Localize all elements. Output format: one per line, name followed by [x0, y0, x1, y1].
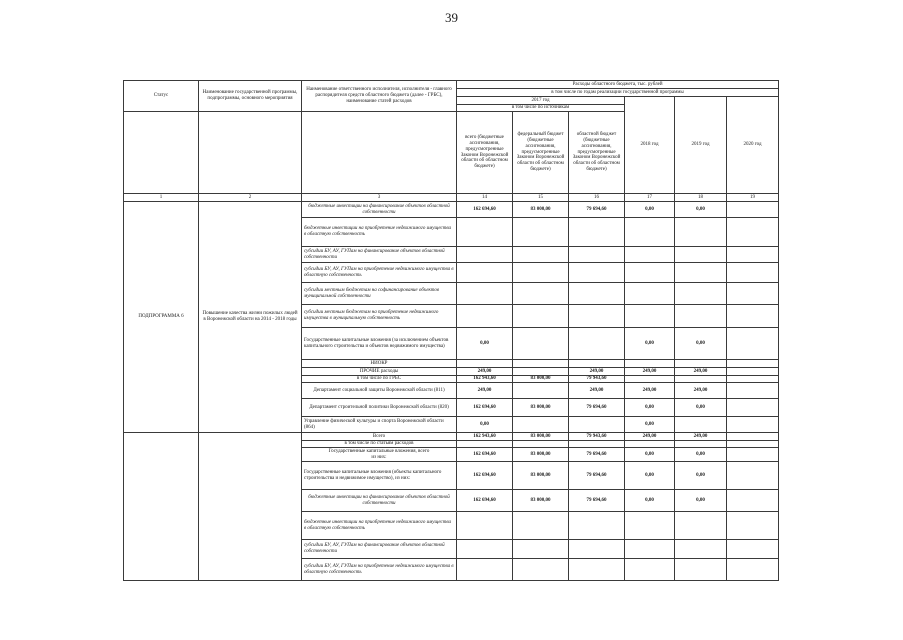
cell-federal [513, 247, 569, 263]
cell-2020 [727, 512, 779, 540]
cell-total: 162 694,60 [457, 490, 513, 512]
cell-2018: 0,00 [625, 462, 675, 490]
row-label: субсидии БУ, АУ, ГУПам на финансирование объектов областной собственности [302, 247, 457, 263]
cell-regional: 249,00 [569, 383, 625, 399]
cell-2018 [625, 218, 675, 247]
cell-total [457, 218, 513, 247]
row-label: Государственные капитальные вложения (за исключением объектов капитального строительства и объектов недвижимого имущества) [302, 328, 457, 360]
cell-2018: 0,00 [625, 202, 675, 218]
cell-regional: 79 694,60 [569, 448, 625, 462]
cell-2020 [727, 448, 779, 462]
cell-2020 [727, 202, 779, 218]
cell-2019 [675, 417, 727, 433]
header-executor-name: Наименование ответственного исполнителя, исполнителя - главного распорядителя средств областного бюджета (далее - ГРБС), наименование статей расходов [302, 81, 457, 112]
row-label: ПРОЧИЕ расходы [302, 368, 457, 376]
cell-2018 [625, 283, 675, 305]
cell-total [457, 512, 513, 540]
cell-total: 249,00 [457, 368, 513, 376]
cell-2018 [625, 360, 675, 368]
row-label: субсидии местным бюджетам на софинансирование объектов муниципальной собственности [302, 283, 457, 305]
cell-regional: 79 694,60 [569, 399, 625, 417]
cell-2019 [675, 283, 727, 305]
cell-federal [513, 383, 569, 399]
row-label: Департамент социальной защиты Воронежской области (811) [302, 383, 457, 399]
cell-2018 [625, 512, 675, 540]
cell-2018: 0,00 [625, 399, 675, 417]
cell-2018: 0,00 [625, 490, 675, 512]
cell-2019 [675, 441, 727, 448]
cell-regional: 249,00 [569, 368, 625, 376]
header-2019: 2019 год [675, 97, 727, 194]
cell-regional [569, 441, 625, 448]
cell-2020 [727, 433, 779, 441]
row-label: бюджетные инвестиции на финансирование объектов областной собственности [302, 202, 457, 218]
cell-regional [569, 540, 625, 559]
colnum: 19 [727, 194, 779, 202]
header-col-total: всего (бюджетные ассигнования, предусмотренные Законом Воронежской области об областном бюджете) [457, 112, 513, 194]
cell-total: 162 694,60 [457, 202, 513, 218]
cell-total [457, 559, 513, 581]
cell-2019 [675, 376, 727, 383]
cell-federal: 83 000,00 [513, 448, 569, 462]
cell-2020 [727, 462, 779, 490]
header-col-federal: федеральный бюджет (бюджетные ассигнования, предусмотренные Законом Воронежской области об областном бюджете) [513, 112, 569, 194]
cell-2019: 0,00 [675, 328, 727, 360]
row-label: субсидии БУ, АУ, ГУПам на приобретение недвижимого имущества в областную собственность [302, 559, 457, 581]
cell-2019: 249,00 [675, 383, 727, 399]
cell-federal [513, 263, 569, 283]
cell-2020 [727, 263, 779, 283]
table-row [124, 433, 779, 441]
row-label: Управление физической культуры и спорта Воронежской области (864) [302, 417, 457, 433]
section-program-name: Повышение качества жизни пожилых людей в Воронежской области на 2014 - 2018 годы [199, 202, 302, 433]
cell-2018 [625, 441, 675, 448]
cell-regional [569, 417, 625, 433]
cell-federal: 83 000,00 [513, 462, 569, 490]
cell-2019: 0,00 [675, 448, 727, 462]
cell-regional [569, 263, 625, 283]
cell-2020 [727, 360, 779, 368]
cell-2019 [675, 559, 727, 581]
cell-federal: 83 000,00 [513, 376, 569, 383]
row-label [302, 448, 457, 462]
cell-federal [513, 305, 569, 328]
row-label-text: Государственные капитальные вложения, всего [328, 448, 430, 454]
header-2020: 2020 год [727, 97, 779, 194]
cell-federal [513, 328, 569, 360]
cell-federal [513, 360, 569, 368]
cell-total [457, 305, 513, 328]
cell-2019: 0,00 [675, 399, 727, 417]
colnum: 14 [457, 194, 513, 202]
cell-total [457, 540, 513, 559]
cell-2020 [727, 417, 779, 433]
cell-2018 [625, 305, 675, 328]
cell-2019 [675, 305, 727, 328]
cell-2020 [727, 218, 779, 247]
cell-federal [513, 368, 569, 376]
colnum: 17 [625, 194, 675, 202]
cell-federal [513, 417, 569, 433]
cell-federal [513, 218, 569, 247]
cell-regional: 79 694,60 [569, 490, 625, 512]
colnum: 2 [199, 194, 302, 202]
row-label: Государственные капитальные вложения (объекты капитального строительства и недвижимое имущество), из них: [302, 462, 457, 490]
cell-2018: 0,00 [625, 417, 675, 433]
header-including: в том числе по источникам [457, 105, 625, 112]
cell-regional [569, 360, 625, 368]
cell-2019: 249,00 [675, 368, 727, 376]
cell-2019 [675, 540, 727, 559]
cell-regional [569, 305, 625, 328]
row-label: субсидии БУ, АУ, ГУПам на приобретение недвижимого имущества в областную собственность [302, 263, 457, 283]
budget-table [123, 80, 779, 581]
cell-2018 [625, 559, 675, 581]
row-label: субсидии БУ, АУ, ГУПам на финансирование объектов областной собственности [302, 540, 457, 559]
cell-federal: 83 000,00 [513, 490, 569, 512]
cell-2019 [675, 263, 727, 283]
cell-regional: 79 694,60 [569, 202, 625, 218]
row-label-sub: из них: [371, 454, 387, 460]
cell-2020 [727, 441, 779, 448]
cell-2018 [625, 540, 675, 559]
row-label: субсидии местным бюджетам на приобретение недвижимого имущества в муниципальную собственность [302, 305, 457, 328]
cell-regional: 79 943,60 [569, 376, 625, 383]
header-year-2017: 2017 год [457, 97, 625, 105]
row-label: Департамент строительной политики Воронежской области (820) [302, 399, 457, 417]
header-col-regional: областной бюджет (бюджетные ассигнования, предусмотренные Законом Воронежской области об областном бюджете) [569, 112, 625, 194]
cell-total: 162 694,60 [457, 448, 513, 462]
header-budget-title: Расходы областного бюджета, тыс. рублей [457, 81, 779, 89]
cell-regional: 79 943,60 [569, 433, 625, 441]
cell-total: 249,00 [457, 383, 513, 399]
header-program-name: Наименование государственной программы, подпрограммы, основного мероприятия [199, 81, 302, 112]
cell-2018 [625, 376, 675, 383]
cell-regional [569, 283, 625, 305]
cell-federal [513, 540, 569, 559]
cell-2020 [727, 328, 779, 360]
cell-2018: 0,00 [625, 328, 675, 360]
cell-regional [569, 218, 625, 247]
cell-2018 [625, 247, 675, 263]
cell-total: 0,00 [457, 328, 513, 360]
cell-2020 [727, 399, 779, 417]
cell-total: 162 943,60 [457, 376, 513, 383]
cell-regional [569, 559, 625, 581]
cell-2018: 249,00 [625, 368, 675, 376]
cell-total: 162 694,60 [457, 462, 513, 490]
cell-2020 [727, 283, 779, 305]
cell-federal [513, 283, 569, 305]
cell-total [457, 441, 513, 448]
cell-total: 162 694,60 [457, 399, 513, 417]
cell-federal [513, 512, 569, 540]
cell-total [457, 360, 513, 368]
cell-regional: 79 694,60 [569, 462, 625, 490]
row-label: в том числе по ГРБС [302, 376, 457, 383]
cell-regional [569, 512, 625, 540]
cell-federal [513, 441, 569, 448]
cell-2020 [727, 376, 779, 383]
cell-2019 [675, 247, 727, 263]
cell-2018 [625, 263, 675, 283]
colnum: 18 [675, 194, 727, 202]
header-status: Статус [124, 81, 199, 112]
cell-2020 [727, 383, 779, 399]
cell-regional [569, 328, 625, 360]
cell-2020 [727, 305, 779, 328]
cell-2019 [675, 512, 727, 540]
cell-2020 [727, 247, 779, 263]
cell-2019: 249,00 [675, 433, 727, 441]
table-row [124, 202, 779, 218]
cell-federal [513, 559, 569, 581]
cell-2019: 0,00 [675, 202, 727, 218]
colnum: 16 [569, 194, 625, 202]
row-label: НИОКР [302, 360, 457, 368]
cell-total: 162 943,60 [457, 433, 513, 441]
cell-2019 [675, 360, 727, 368]
cell-2020 [727, 368, 779, 376]
colnum: 1 [124, 194, 199, 202]
cell-2018: 0,00 [625, 448, 675, 462]
cell-federal: 83 000,00 [513, 399, 569, 417]
cell-2019: 0,00 [675, 490, 727, 512]
cell-federal: 83 000,00 [513, 433, 569, 441]
cell-2020 [727, 490, 779, 512]
cell-2019: 0,00 [675, 462, 727, 490]
cell-2019 [675, 218, 727, 247]
section-status: ПОДПРОГРАММА 6 [124, 202, 199, 433]
cell-regional [569, 247, 625, 263]
row-label: бюджетные инвестиции на приобретение недвижимого имущества в областную собственность [302, 218, 457, 247]
row-label: бюджетные инвестиции на финансирование объектов областной собственности [302, 490, 457, 512]
cell-2020 [727, 559, 779, 581]
cell-federal: 83 000,00 [513, 202, 569, 218]
colnum: 3 [302, 194, 457, 202]
cell-total [457, 283, 513, 305]
row-label: в том числе по статьям расходов [302, 441, 457, 448]
header-by-years: в том числе по годам реализации государственной программы [457, 89, 779, 97]
colnum: 15 [513, 194, 569, 202]
header-2018: 2018 год [625, 97, 675, 194]
cell-2018: 249,00 [625, 433, 675, 441]
cell-total [457, 263, 513, 283]
cell-total [457, 247, 513, 263]
cell-2020 [727, 540, 779, 559]
column-numbers-row [124, 194, 779, 202]
row-label: бюджетные инвестиции на приобретение недвижимого имущества в областную собственность [302, 512, 457, 540]
cell-2018: 249,00 [625, 383, 675, 399]
row-label: Всего [302, 433, 457, 441]
page-number: 39 [445, 10, 458, 25]
cell-total: 0,00 [457, 417, 513, 433]
